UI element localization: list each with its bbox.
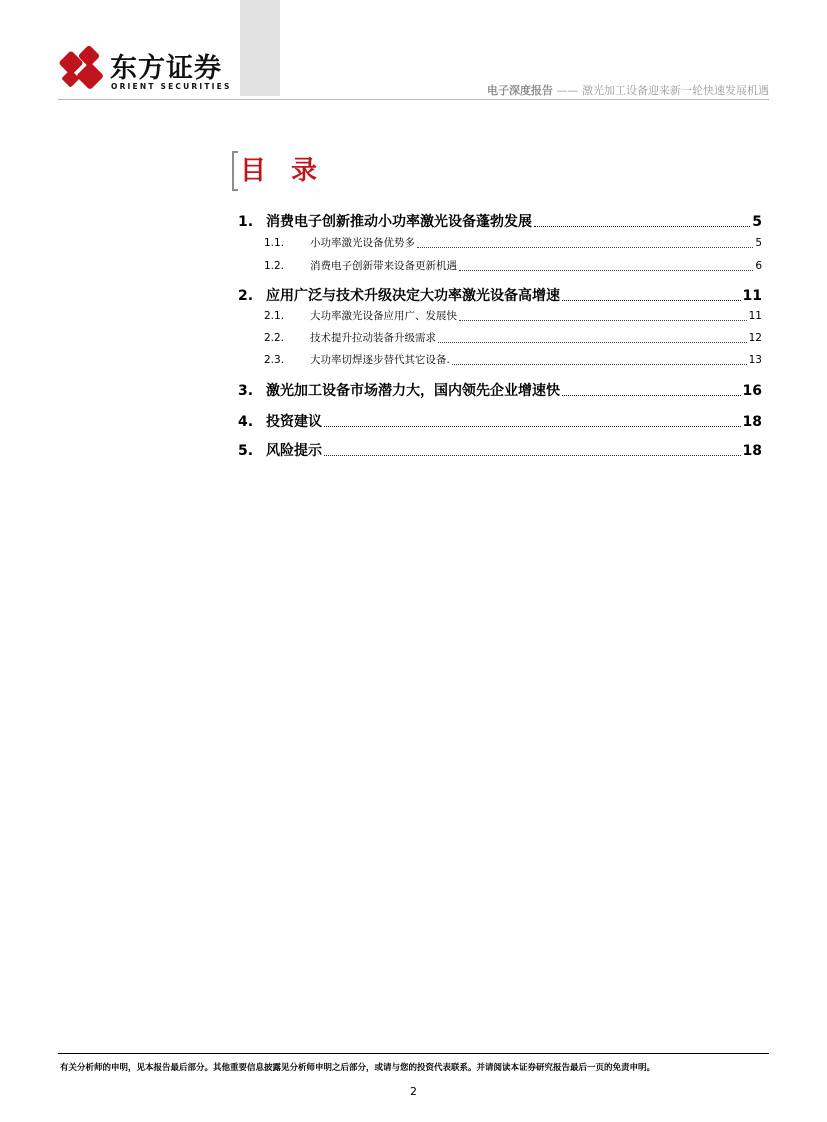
company-logo [58, 44, 232, 96]
toc-entry-page: 5 [755, 237, 762, 249]
toc-entry-4[interactable] [238, 411, 762, 431]
toc-dot-leader [324, 426, 741, 427]
toc-heading: 目 录 [232, 151, 325, 191]
footer-divider [58, 1053, 769, 1054]
toc-entry-text: 大功率切焊逐步替代其它设备. [310, 354, 450, 366]
page-number: 2 [410, 1085, 417, 1098]
toc-entry-text: 消费电子创新带来设备更新机遇 [310, 260, 457, 272]
toc-entry-number: 4. [238, 414, 254, 430]
toc-entry-2-2[interactable] [238, 330, 762, 346]
toc-entry-number: 2. [238, 288, 254, 304]
toc-entry-text: 技术提升拉动装备升级需求 [310, 332, 436, 344]
toc-entry-text: 投资建议 [266, 414, 322, 430]
toc-dot-leader [417, 247, 753, 248]
toc-entry-text: 小功率激光设备优势多 [310, 237, 415, 249]
toc-entry-number: 2.3. [264, 354, 285, 366]
logo-chinese-name: 东方证券 [110, 53, 222, 84]
toc-entry-number: 1. [238, 214, 254, 230]
toc-dot-leader [534, 226, 750, 227]
toc-entry-number: 1.2. [264, 260, 285, 272]
toc-entry-page: 6 [755, 260, 762, 272]
toc-entry-2-1[interactable] [238, 308, 762, 324]
logo-english-name: ORIENT SECURITIES [111, 82, 232, 91]
header-separator: —— [553, 84, 582, 97]
toc-entry-3[interactable] [238, 380, 762, 400]
toc-dot-leader [438, 342, 747, 343]
toc-entry-number: 5. [238, 443, 254, 459]
toc-entry-2[interactable] [238, 285, 762, 305]
toc-entry-1[interactable] [238, 211, 762, 231]
toc-entry-page: 11 [748, 310, 762, 322]
toc-entry-number: 1.1. [264, 237, 285, 249]
toc-entry-text: 大功率激光设备应用广、发展快 [310, 310, 457, 322]
toc-entry-number: 3. [238, 383, 254, 399]
toc-entry-text: 风险提示 [266, 443, 322, 459]
toc-entry-2-3[interactable] [238, 352, 762, 368]
toc-entry-page: 16 [742, 383, 762, 399]
toc-entry-number: 2.2. [264, 332, 285, 344]
toc-entry-text: 激光加工设备市场潜力大，国内领先企业增速快 [266, 383, 560, 399]
toc-entry-1-2[interactable] [238, 258, 762, 274]
footer-disclaimer: 有关分析师的申明，见本报告最后部分。其他重要信息披露见分析师申明之后部分，或请与您的投资代表联系。并请阅读本证券研究报告最后一页的免责申明。 [60, 1063, 656, 1073]
toc-dot-leader [452, 364, 747, 365]
toc-dot-leader [324, 455, 741, 456]
toc-entry-page: 5 [752, 214, 762, 230]
toc-entry-page: 18 [742, 443, 762, 459]
toc-entry-page: 13 [748, 354, 762, 366]
report-title: 激光加工设备迎来新一轮快速发展机遇 [582, 84, 769, 97]
report-header-title [487, 82, 769, 98]
toc-dot-leader [562, 300, 741, 301]
toc-dot-leader [459, 270, 753, 271]
toc-entry-5[interactable] [238, 440, 762, 460]
toc-entry-page: 18 [742, 414, 762, 430]
toc-dot-leader [562, 395, 741, 396]
header-divider [58, 99, 769, 100]
toc-entry-page: 11 [742, 288, 762, 304]
toc-entry-text: 应用广泛与技术升级决定大功率激光设备高增速 [266, 288, 560, 304]
toc-entry-page: 12 [748, 332, 762, 344]
header-gray-bar [240, 0, 280, 96]
toc-entry-1-1[interactable] [238, 235, 762, 251]
toc-dot-leader [459, 320, 747, 321]
report-type: 电子深度报告 [487, 84, 553, 97]
toc-entry-number: 2.1. [264, 310, 285, 322]
orient-logo-icon [58, 44, 106, 92]
toc-entry-text: 消费电子创新推动小功率激光设备蓬勃发展 [266, 214, 532, 230]
